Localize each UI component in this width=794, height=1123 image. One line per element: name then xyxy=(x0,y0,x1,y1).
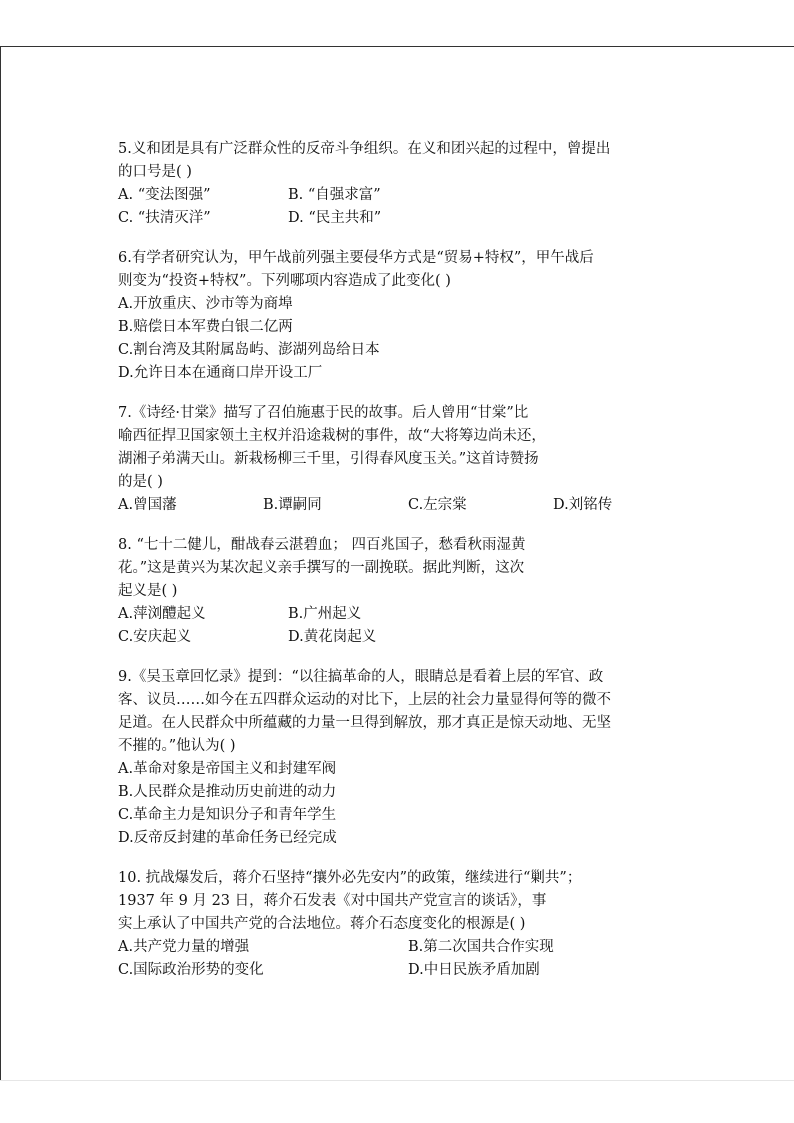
page-border-bottom xyxy=(0,1080,794,1081)
page-border-top xyxy=(0,46,794,47)
options-row xyxy=(118,603,698,626)
option-a: A.共产党力量的增强 xyxy=(118,939,250,955)
option-b: B.人民群众是推动历史前进的动力 xyxy=(118,784,337,800)
options-row xyxy=(118,494,698,517)
question-stem-line: 1937 年 9 月 23 日，蒋介石发表《对中国共产党宣言的谈话》，事 xyxy=(118,893,547,909)
question-stem-line: 足道。在人民群众中所蕴藏的力量一旦得到解放，那才真正是惊天动地、无坚 xyxy=(118,715,611,731)
question-stem-line: 7.《诗经·甘棠》描写了召伯施惠于民的故事。后人曾用“甘棠”比 xyxy=(118,405,529,421)
options-row xyxy=(118,626,698,649)
option-d: D. “民主共和” xyxy=(288,210,382,226)
page-border-left xyxy=(0,46,1,1080)
question-stem-line: 花。”这是黄兴为某次起义亲手撰写的一副挽联。据此判断，这次 xyxy=(118,560,525,576)
question-stem-line: 9.《吴玉章回忆录》提到：“以往搞革命的人，眼睛总是看着上层的军官、政 xyxy=(118,669,604,685)
question-8 xyxy=(118,534,698,649)
options-row xyxy=(118,207,698,230)
options-row xyxy=(118,936,698,959)
option-b: B.广州起义 xyxy=(288,606,362,622)
question-10 xyxy=(118,867,698,982)
option-c: C.割台湾及其附属岛屿、澎湖列岛给日本 xyxy=(118,342,380,358)
question-9 xyxy=(118,666,698,850)
option-c: C.革命主力是知识分子和青年学生 xyxy=(118,807,337,823)
question-stem-line: 则变为“投资+特权”。下列哪项内容造成了此变化( ) xyxy=(118,273,451,289)
option-a: A.萍浏醴起义 xyxy=(118,606,206,622)
options-row xyxy=(118,959,698,982)
option-c: C.国际政治形势的变化 xyxy=(118,962,264,978)
question-stem-line: 8. “七十二健儿，酣战春云湛碧血； 四百兆国子，愁看秋雨湿黄 xyxy=(118,537,526,553)
option-b: B. “自强求富” xyxy=(288,187,381,203)
question-6 xyxy=(118,247,698,385)
option-d: D.允许日本在通商口岸开设工厂 xyxy=(118,365,323,381)
option-a: A.开放重庆、沙市等为商埠 xyxy=(118,296,293,312)
option-c: C. “扶清灭洋” xyxy=(118,210,211,226)
option-d: D.刘铭传 xyxy=(553,497,613,513)
question-stem-line: 的口号是( ) xyxy=(118,164,192,180)
question-stem-line: 喻西征捍卫国家领土主权并沿途栽树的事件，故“大将筹边尚未还， xyxy=(118,428,546,444)
option-c: C.安庆起义 xyxy=(118,629,192,645)
question-stem-line: 10. 抗战爆发后，蒋介石坚持“攘外必先安内”的政策，继续进行“剿共”； xyxy=(118,870,582,886)
question-5 xyxy=(118,138,698,230)
option-d: D.中日民族矛盾加剧 xyxy=(408,962,540,978)
option-a: A. “变法图强” xyxy=(118,187,211,203)
option-a: A.曾国藩 xyxy=(118,497,177,513)
option-d: D.反帝反封建的革命任务已经完成 xyxy=(118,830,337,846)
question-stem-line: 客、议员……如今在五四群众运动的对比下，上层的社会力量显得何等的微不 xyxy=(118,692,611,708)
question-stem-line: 5.义和团是具有广泛群众性的反帝斗争组织。在义和团兴起的过程中，曾提出 xyxy=(118,141,611,157)
options-row xyxy=(118,184,698,207)
option-b: B.第二次国共合作实现 xyxy=(408,939,554,955)
question-stem-line: 起义是( ) xyxy=(118,583,178,599)
question-stem-line: 不摧的。”他认为( ) xyxy=(118,738,236,754)
exam-content xyxy=(118,138,698,999)
question-stem-line: 6.有学者研究认为，甲午战前列强主要侵华方式是“贸易+特权”，甲午战后 xyxy=(118,250,594,266)
question-stem-line: 的是( ) xyxy=(118,474,163,490)
option-d: D.黄花岗起义 xyxy=(288,629,377,645)
option-c: C.左宗棠 xyxy=(408,497,467,513)
question-stem-line: 湖湘子弟满天山。新栽杨柳三千里，引得春风度玉关。”这首诗赞扬 xyxy=(118,451,539,467)
option-b: B.谭嗣同 xyxy=(263,497,322,513)
option-a: A.革命对象是帝国主义和封建军阀 xyxy=(118,761,337,777)
option-b: B.赔偿日本军费白银二亿两 xyxy=(118,319,293,335)
question-stem-line: 实上承认了中国共产党的合法地位。蒋介石态度变化的根源是( ) xyxy=(118,916,526,932)
question-7 xyxy=(118,402,698,517)
